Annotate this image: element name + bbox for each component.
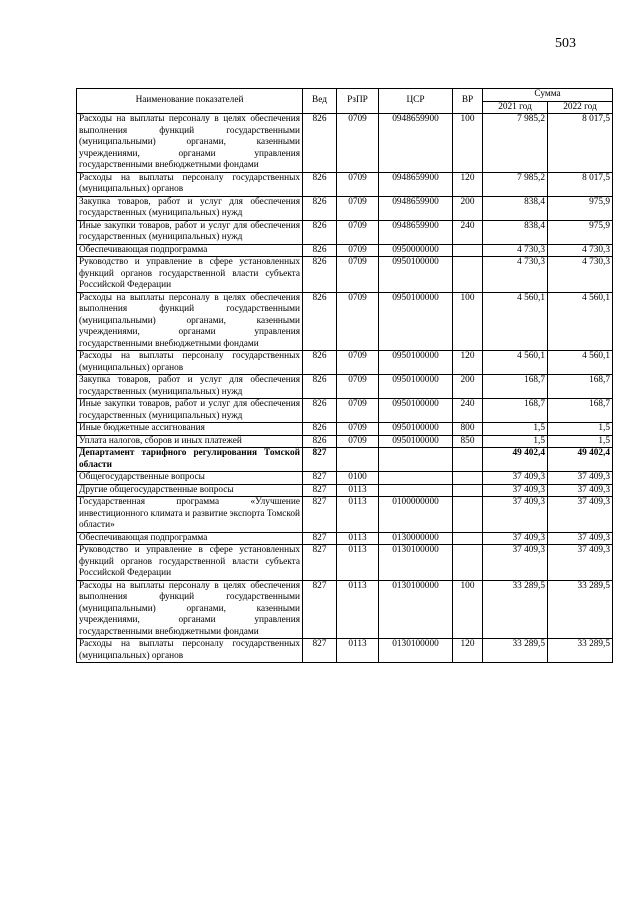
cell-ved: 827: [303, 484, 337, 497]
cell-sum-2021: 37 409,3: [483, 532, 548, 545]
cell-name: Обеспечивающая подпрограмма: [77, 244, 303, 257]
header-year-2022: 2022 год: [548, 101, 613, 114]
cell-vr: 120: [453, 172, 483, 196]
cell-csr: 0948659900: [379, 172, 453, 196]
table-row: [77, 472, 613, 485]
cell-sum-2022: 37 409,3: [548, 472, 613, 485]
cell-sum-2021: 7 985,2: [483, 114, 548, 173]
cell-rzpr: 0113: [337, 580, 379, 639]
cell-sum-2021: 37 409,3: [483, 484, 548, 497]
cell-sum-2021: 1,5: [483, 423, 548, 436]
cell-sum-2021: 4 730,3: [483, 244, 548, 257]
cell-sum-2022: 49 402,4: [548, 448, 613, 472]
cell-sum-2021: 838,4: [483, 196, 548, 220]
budget-table: [76, 88, 613, 663]
header-rzpr: РзПР: [337, 89, 379, 114]
cell-sum-2021: 4 560,1: [483, 292, 548, 351]
cell-rzpr: 0113: [337, 497, 379, 533]
cell-csr: 0100000000: [379, 497, 453, 533]
cell-vr: 120: [453, 351, 483, 375]
header-vr: ВР: [453, 89, 483, 114]
cell-rzpr: 0709: [337, 351, 379, 375]
cell-vr: 240: [453, 399, 483, 423]
cell-csr: 0130100000: [379, 639, 453, 663]
cell-ved: 827: [303, 580, 337, 639]
cell-ved: 827: [303, 639, 337, 663]
cell-ved: 826: [303, 292, 337, 351]
cell-csr: 0950100000: [379, 292, 453, 351]
header-name: Наименование показателей: [77, 89, 303, 114]
cell-csr: 0950100000: [379, 399, 453, 423]
cell-vr: 120: [453, 639, 483, 663]
cell-ved: 826: [303, 435, 337, 448]
cell-sum-2022: 975,9: [548, 196, 613, 220]
header-csr: ЦСР: [379, 89, 453, 114]
header-year-2021: 2021 год: [483, 101, 548, 114]
table-row: [77, 220, 613, 244]
cell-sum-2021: 4 730,3: [483, 257, 548, 293]
cell-csr: 0130000000: [379, 532, 453, 545]
cell-sum-2021: 33 289,5: [483, 580, 548, 639]
header-sum: Сумма: [483, 89, 613, 102]
cell-rzpr: 0113: [337, 545, 379, 581]
cell-sum-2021: 49 402,4: [483, 448, 548, 472]
cell-ved: 827: [303, 472, 337, 485]
cell-sum-2022: 4 730,3: [548, 244, 613, 257]
cell-sum-2021: 168,7: [483, 375, 548, 399]
cell-sum-2022: 1,5: [548, 423, 613, 436]
cell-ved: 827: [303, 532, 337, 545]
cell-csr: [379, 472, 453, 485]
cell-name: Иные закупки товаров, работ и услуг для обеспечения государственных (муниципальных) нужд: [77, 220, 303, 244]
cell-name: Расходы на выплаты персоналу в целях обеспечения выполнения функций государственными (муниципальными) органами, казенными учреждениями, органами управления государственными внебюджетными фондами: [77, 580, 303, 639]
cell-csr: 0950100000: [379, 423, 453, 436]
cell-csr: 0950000000: [379, 244, 453, 257]
table-row: [77, 244, 613, 257]
cell-rzpr: 0709: [337, 196, 379, 220]
cell-sum-2022: 1,5: [548, 435, 613, 448]
cell-ved: 826: [303, 196, 337, 220]
cell-csr: 0948659900: [379, 196, 453, 220]
cell-rzpr: 0113: [337, 639, 379, 663]
cell-sum-2021: 168,7: [483, 399, 548, 423]
header-ved: Вед: [303, 89, 337, 114]
cell-rzpr: 0709: [337, 172, 379, 196]
cell-vr: [453, 244, 483, 257]
table-row: [77, 639, 613, 663]
cell-rzpr: 0113: [337, 532, 379, 545]
cell-sum-2022: 975,9: [548, 220, 613, 244]
cell-rzpr: 0100: [337, 472, 379, 485]
cell-ved: 826: [303, 423, 337, 436]
cell-sum-2022: 37 409,3: [548, 545, 613, 581]
cell-name: Департамент тарифного регулирования Томской области: [77, 448, 303, 472]
cell-name: Расходы на выплаты персоналу в целях обеспечения выполнения функций государственными (муниципальными) органами, казенными учреждениями, органами управления государственными внебюджетными фондами: [77, 292, 303, 351]
cell-csr: 0950100000: [379, 257, 453, 293]
cell-name: Общегосударственные вопросы: [77, 472, 303, 485]
cell-ved: 827: [303, 497, 337, 533]
table-row: [77, 448, 613, 472]
cell-sum-2022: 33 289,5: [548, 580, 613, 639]
cell-sum-2021: 838,4: [483, 220, 548, 244]
cell-csr: 0130100000: [379, 545, 453, 581]
cell-vr: 100: [453, 580, 483, 639]
cell-name: Иные закупки товаров, работ и услуг для обеспечения государственных (муниципальных) нужд: [77, 399, 303, 423]
cell-name: Другие общегосударственные вопросы: [77, 484, 303, 497]
table-row: [77, 375, 613, 399]
cell-vr: [453, 532, 483, 545]
cell-csr: 0948659900: [379, 220, 453, 244]
table-row: [77, 435, 613, 448]
cell-name: Расходы на выплаты персоналу государственных (муниципальных) органов: [77, 172, 303, 196]
cell-vr: 100: [453, 114, 483, 173]
table-row: [77, 497, 613, 533]
cell-ved: 826: [303, 172, 337, 196]
table-row: [77, 292, 613, 351]
table-body: [77, 114, 613, 663]
table-row: [77, 351, 613, 375]
cell-ved: 826: [303, 351, 337, 375]
cell-csr: [379, 448, 453, 472]
cell-sum-2022: 37 409,3: [548, 532, 613, 545]
cell-vr: 800: [453, 423, 483, 436]
cell-rzpr: 0709: [337, 257, 379, 293]
cell-name: Руководство и управление в сфере установленных функций органов государственной власти субъекта Российской Федерации: [77, 545, 303, 581]
cell-sum-2022: 33 289,5: [548, 639, 613, 663]
cell-rzpr: 0113: [337, 484, 379, 497]
cell-name: Уплата налогов, сборов и иных платежей: [77, 435, 303, 448]
cell-rzpr: 0709: [337, 114, 379, 173]
cell-sum-2022: 37 409,3: [548, 484, 613, 497]
cell-ved: 826: [303, 375, 337, 399]
cell-sum-2022: 4 560,1: [548, 292, 613, 351]
cell-rzpr: 0709: [337, 399, 379, 423]
cell-sum-2021: 1,5: [483, 435, 548, 448]
cell-rzpr: 0709: [337, 423, 379, 436]
table-row: [77, 114, 613, 173]
cell-rzpr: 0709: [337, 220, 379, 244]
cell-vr: 200: [453, 196, 483, 220]
cell-ved: 826: [303, 220, 337, 244]
cell-csr: [379, 484, 453, 497]
cell-name: Расходы на выплаты персоналу государственных (муниципальных) органов: [77, 639, 303, 663]
cell-name: Закупка товаров, работ и услуг для обеспечения государственных (муниципальных) нужд: [77, 375, 303, 399]
cell-sum-2021: 37 409,3: [483, 497, 548, 533]
table-row: [77, 532, 613, 545]
cell-ved: 826: [303, 399, 337, 423]
cell-name: Расходы на выплаты персоналу в целях обеспечения выполнения функций государственными (муниципальными) органами, казенными учреждениями, органами управления государственными внебюджетными фондами: [77, 114, 303, 173]
cell-ved: 827: [303, 448, 337, 472]
cell-sum-2022: 168,7: [548, 375, 613, 399]
cell-ved: 826: [303, 244, 337, 257]
cell-vr: [453, 257, 483, 293]
table-row: [77, 399, 613, 423]
cell-vr: [453, 484, 483, 497]
cell-sum-2022: 4 730,3: [548, 257, 613, 293]
cell-vr: 240: [453, 220, 483, 244]
cell-name: Закупка товаров, работ и услуг для обеспечения государственных (муниципальных) нужд: [77, 196, 303, 220]
cell-sum-2021: 37 409,3: [483, 545, 548, 581]
cell-name: Иные бюджетные ассигнования: [77, 423, 303, 436]
cell-sum-2021: 37 409,3: [483, 472, 548, 485]
cell-sum-2021: 33 289,5: [483, 639, 548, 663]
cell-csr: 0130100000: [379, 580, 453, 639]
cell-ved: 826: [303, 114, 337, 173]
cell-sum-2021: 4 560,1: [483, 351, 548, 375]
cell-rzpr: 0709: [337, 375, 379, 399]
cell-rzpr: 0709: [337, 435, 379, 448]
cell-csr: 0950100000: [379, 375, 453, 399]
cell-sum-2022: 37 409,3: [548, 497, 613, 533]
table-row: [77, 545, 613, 581]
cell-sum-2022: 4 560,1: [548, 351, 613, 375]
cell-ved: 827: [303, 545, 337, 581]
cell-csr: 0950100000: [379, 435, 453, 448]
table-row: [77, 172, 613, 196]
cell-vr: 200: [453, 375, 483, 399]
cell-name: Государственная программа «Улучшение инвестиционного климата и развитие экспорта Томской области»: [77, 497, 303, 533]
cell-sum-2022: 8 017,5: [548, 114, 613, 173]
cell-csr: 0948659900: [379, 114, 453, 173]
cell-rzpr: [337, 448, 379, 472]
page-number: 503: [555, 36, 576, 51]
cell-name: Обеспечивающая подпрограмма: [77, 532, 303, 545]
cell-sum-2022: 8 017,5: [548, 172, 613, 196]
cell-vr: [453, 545, 483, 581]
cell-csr: 0950100000: [379, 351, 453, 375]
table-header: [77, 89, 613, 114]
cell-rzpr: 0709: [337, 244, 379, 257]
cell-name: Руководство и управление в сфере установленных функций органов государственной власти субъекта Российской Федерации: [77, 257, 303, 293]
cell-name: Расходы на выплаты персоналу государственных (муниципальных) органов: [77, 351, 303, 375]
cell-sum-2022: 168,7: [548, 399, 613, 423]
cell-vr: 100: [453, 292, 483, 351]
cell-ved: 826: [303, 257, 337, 293]
cell-rzpr: 0709: [337, 292, 379, 351]
table-row: [77, 257, 613, 293]
cell-vr: 850: [453, 435, 483, 448]
table-row: [77, 423, 613, 436]
table-row: [77, 484, 613, 497]
table-row: [77, 580, 613, 639]
cell-vr: [453, 472, 483, 485]
cell-sum-2021: 7 985,2: [483, 172, 548, 196]
table-row: [77, 196, 613, 220]
cell-vr: [453, 448, 483, 472]
cell-vr: [453, 497, 483, 533]
